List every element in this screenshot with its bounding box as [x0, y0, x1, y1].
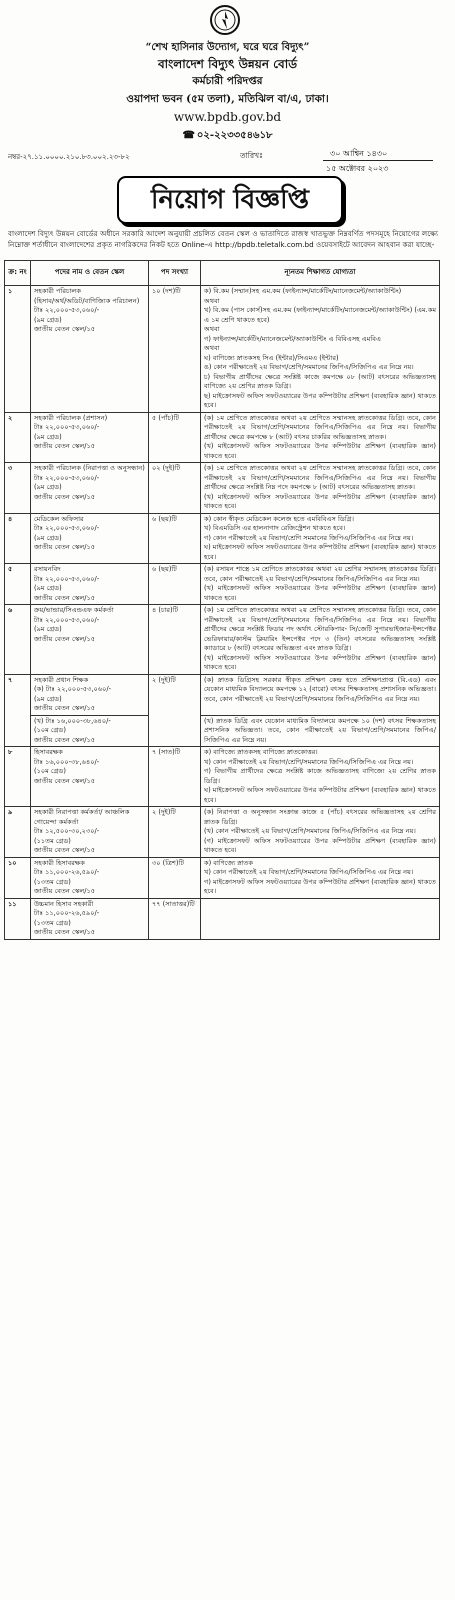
row-post-cell — [31, 747, 149, 807]
row-post-cell — [31, 564, 149, 605]
row-serial: ৬ — [5, 605, 31, 675]
col-header-serial: ক্র: নং — [5, 261, 31, 286]
qualification-item: খ) বিএমডিসি এর হালনাগাদ রেজিস্ট্রেশন থাকতে হবে। — [204, 524, 346, 532]
vacancy-table — [4, 260, 440, 940]
post-line: (ক) টাঃ ২২,০০০-৫৩,০৬০/- — [34, 685, 112, 693]
row-post-count: ৬ (ছয়)টি — [149, 564, 201, 605]
post-line: জাতীয় বেতন স্কেল/১৫ — [34, 634, 96, 643]
qualification-item: ক) বাণিজ্যে স্নাতকসহ বাণিজ্যে স্নাতকোত্তর। — [204, 748, 318, 756]
row-qualification-cell — [201, 463, 440, 514]
row-serial: ১ — [5, 286, 31, 413]
qualification-item: (ক) ১ম শ্রেণিতে স্নাতকোত্তর অথবা ২য় শ্রেণিতে সম্মানসহ স্নাতকোত্তর ডিগ্রি। তবে, কোন পরীক্ষাতেই ২য় বিভাগ/শ্রেণি/সমমানের জিপিএ/সিজিপিএ এর নিম্নে নয়। বিভাগীয় প্রার্থীদের ক্ষেত্রে সংশ্লিষ্ট নিম্ন পদে কমপক্ষে ৮ (আট) বৎসরের অভিজ্ঞতাসহ স্নাতক। — [204, 464, 436, 491]
table-row — [5, 463, 440, 514]
post-line: জাতীয় বেতন স্কেল/১৫ — [34, 492, 96, 501]
post-line: (হিসাব/অর্থ/অডিট/বাণিজ্যিক পরিচালন) — [34, 296, 140, 305]
qualification-item: খ) কোন পরীক্ষাতেই ২য় বিভাগ/শ্রেণি/সমমানের জিপিএ/সিজিপিএ এর নিম্নে নয়। — [204, 868, 414, 876]
row-post-count: ৩০ (ত্রিশ)টি — [149, 857, 201, 898]
qualification-item: গ) কোন পরীক্ষাতেই ২য় বিভাগ/শ্রেণি সমমানের জিপিএ/সিজিপিএ এর নিম্নে নয়। — [204, 533, 414, 542]
post-line: সহকারী পরিচালক — [34, 287, 81, 295]
row-post-cell — [31, 513, 149, 564]
table-row — [5, 605, 440, 675]
qualification-item: খ) বি.কম (পাস কোর্স)সহ এম.কম (ফাইন্যান্স/মার্কেটিং/ম্যানেজমেন্ট/অ্যাকাউন্টিং) (এম.কম এ ১ম শ্রেণি থাকতে হবে) — [204, 306, 436, 324]
qualification-item: অথবা — [204, 296, 220, 305]
table-row — [5, 674, 440, 715]
post-line: সহকারী পরিচালক (প্রশাসন) — [34, 413, 108, 422]
post-line: সহকারী পরিচালক (নিরাপত্তা ও অনুসন্ধান) — [34, 464, 145, 472]
table-body — [5, 286, 440, 940]
department-name: কর্মচারী পরিদপ্তর — [192, 75, 263, 87]
table-row — [5, 412, 440, 463]
row-serial: ৭ — [5, 674, 31, 747]
post-line: (১০ম গ্রেড) — [34, 726, 66, 734]
post-line: টাঃ ২২,০০০-৫৩,০৬০/- — [34, 306, 100, 314]
table-row — [5, 513, 440, 564]
qualification-item: (খ) মাইক্রোসফট অফিস সফটওয়্যারের উপর কম্পিউটার প্রশিক্ষণ (ব্যবহারিক জ্ঞান) থাকতে হবে। — [204, 584, 436, 602]
date-divider — [323, 160, 433, 161]
post-line: (৯ম গ্রেড) — [34, 432, 62, 441]
table-row — [5, 564, 440, 605]
row-serial: ৫ — [5, 564, 31, 605]
row-qualification-cell — [201, 674, 440, 715]
intro-paragraph: বাংলাদেশ বিদ্যুৎ উন্নয়ন বোর্ডের অধীনে সরকারি আদেশ অনুযায়ী প্রচলিত বেতন স্কেল ও ভাতাদিতে রাজস্ব খাতভুক্ত নিম্নবর্ণিত পদসমূহে নিয়োগের লক্ষ্যে নিম্নোক্ত শর্তাধীনে বাংলাদেশের প্রকৃত নাগরিকদের নিকট হতে Online-এ http://bpdb.teletalk.com.bd ওয়েবসাইটে আবেদন আহবান করা যাচ্ছে- — [8, 229, 438, 249]
qualification-item: (খ) মাইক্রোসফট অফিস সফটওয়্যারের উপর কম্পিউটার প্রশিক্ষণ (ব্যবহারিক জ্ঞান) থাকতে হবে। — [204, 442, 436, 460]
post-line: জাতীয় বেতন স্কেল/১৫ — [34, 704, 96, 712]
row-post-count: ২ (দুই)টি — [149, 674, 201, 747]
row-post-cell — [31, 605, 149, 675]
row-qualification-cell — [201, 605, 440, 675]
qualification-item: চ) বিভাগীয় প্রার্থীদের ক্ষেত্রে সংশ্লিষ্ট কাজে কমপক্ষে ০৮ (আট) বৎসরের অভিজ্ঞতাসহ বাণিজ্যে ২য় শ্রেণির স্নাতক ডিগ্রি। — [204, 372, 436, 390]
qualification-item: ক) বাণিজ্যে স্নাতক — [204, 858, 253, 867]
memo-number: নম্বর-২৭.১১.০০০০.২১০.৮৩.০০২.২৩-৮২ — [8, 153, 130, 161]
post-line: (১৩তম গ্রেড) — [34, 877, 71, 886]
row-qualification-cell — [201, 857, 440, 898]
row-qualification-cell — [201, 898, 440, 939]
row-serial: ৪ — [5, 513, 31, 564]
qualification-item: (খ) মাইক্রোসফট অফিস সফটওয়্যারের উপর কম্পিউটার প্রশিক্ষণ (ব্যবহারিক জ্ঞান) থাকতে হবে। — [204, 653, 436, 671]
table-header-row — [5, 261, 440, 286]
row-post-cell — [31, 807, 149, 858]
qualification-item: খ) কোন পরীক্ষাতেই ২য় বিভাগ/শ্রেণি/সমমানের জিপিএ/সিজিপিএ এর নিম্নে নয়। — [204, 757, 414, 766]
row-post-count: ১০ (দশ)টি — [149, 286, 201, 413]
row-post-count: ৫ (পাঁচ)টি — [149, 412, 201, 463]
row-post-cell — [31, 463, 149, 514]
post-line: টাঃ ১১,০০০-২৬,৫৯০/- — [34, 868, 100, 876]
qualification-item: (খ) স্নাতক ডিগ্রি এবং যেকোন মাধ্যমিক বিদ্যালয়ে কমপক্ষে ১০ (দশ) বৎসর শিক্ষকতাসহ প্রশাসনিক অভিজ্ঞতা। তবে, কোন পরীক্ষাতেই ২য় বিভাগ/শ্রেণি/সমমানের জিপিএ/সিজিপিএ এর নিম্নে নয়। — [204, 716, 436, 744]
row-qualification-cell — [201, 564, 440, 605]
post-line: (১৩তম গ্রেড) — [34, 918, 71, 927]
post-line: হিসাবরক্ষক — [34, 748, 63, 756]
post-line: (৯ম গ্রেড) — [34, 625, 62, 633]
post-line: টাঃ ২২,০০০-৫৩,০৬০/- — [34, 574, 100, 583]
row-post-count: ২ (দুই)টি — [149, 807, 201, 858]
post-line: সহকারী হিসাবরক্ষক — [34, 858, 85, 867]
post-line: রসায়নবিদ — [34, 565, 61, 573]
qualification-item: ক) বি.কম (সম্মান)সহ এম.কম (ফাইন্যান্স/মার্কেটিং/ম্যানেজমেন্ট/অ্যাকাউন্টিং) — [204, 287, 402, 295]
table-row — [5, 747, 440, 807]
row-post-count: ৬ (ছয়)টি — [149, 513, 201, 564]
post-line: টাঃ ১১,০০০-২৬,৫৯০/- — [34, 909, 100, 917]
bpdb-logo — [209, 4, 241, 36]
row-post-count: ৪ (চার)টি — [149, 605, 201, 675]
row-qualification-cell — [201, 286, 440, 413]
phone-icon: ☎ — [182, 130, 195, 141]
post-line: (৯ম গ্রেড) — [34, 533, 62, 542]
phone-number: ০২-২২৩৩৫৪৬১৮ — [196, 130, 273, 141]
date-english: ১৫ অক্টোবর ২০২৩ — [326, 164, 389, 173]
qualification-item: (ক) স্নাতক ডিগ্রিসহ সরকার স্বীকৃত প্রশিক্ষণ কেন্দ্র হতে প্রশিক্ষণপ্রাপ্ত (বি.এড) এবং যেকোন মাধ্যমিক বিদ্যালয়ে কমপক্ষে ১২ (বারো) বৎসর শিক্ষকতাসহ প্রশাসনিক অভিজ্ঞতা। তবে, কোন পরীক্ষাতেই ২য় বিভাগ/শ্রেণি/সমমানের জিপিএ/সিজিপিএ এর নিম্নে নয়। — [204, 675, 436, 703]
post-line: সহকারী নিরাপত্তা কর্মকর্তা/ আঞ্চলিক গোয়েন্দা কর্মকর্তা — [34, 808, 130, 826]
post-line: (৯ম গ্রেড) — [34, 584, 62, 592]
row-qualification-cell — [201, 807, 440, 858]
row-serial: ১১ — [5, 898, 31, 939]
post-line: উচ্চমান হিসাব সহকারী — [34, 899, 94, 908]
row-serial: ১০ — [5, 857, 31, 898]
row-post-cell — [31, 674, 149, 715]
post-line: টাঃ ২২,০০০-৫৩,০৬০/- — [34, 615, 100, 624]
post-line: জাতীয় বেতন স্কেল/১৫ — [34, 846, 96, 854]
post-line: টাঃ ২২,০০০-৫৩,০৬০/- — [34, 524, 100, 532]
post-line: জাতীয় বেতন স্কেল/১৫ — [34, 442, 96, 450]
col-header-qualification: ন্যূনতম শিক্ষাগত যোগ্যতা — [201, 261, 440, 286]
date-bangla: ৩০ আশ্বিন ১৪৩০ — [330, 149, 388, 158]
row-qualification-cell — [201, 715, 440, 747]
row-post-cell — [31, 898, 149, 939]
table-row — [5, 857, 440, 898]
post-line: ক্রয়/ভান্ডার/সিএন্ডএফ কর্মকর্তা — [34, 606, 114, 614]
col-header-count: পদ সংখ্যা — [149, 261, 201, 286]
phone-line — [0, 128, 455, 145]
post-line: জাতীয় বেতন স্কেল/১৫ — [34, 887, 96, 895]
table-row — [5, 715, 440, 747]
date-label: তারিখঃ — [240, 151, 263, 160]
post-line: (১০ম গ্রেড) — [34, 767, 66, 775]
qualification-item: ঘ) মাইক্রোসফট অফিস সফটওয়্যারের উপর কম্পিউটার প্রশিক্ষণ (ব্যবহারিক জ্ঞান) থাকতে হবে। — [204, 543, 436, 561]
qualification-item: গ) ফাইন্যান্স/মার্কেটিং/ম্যানেজমেন্ট/অ্যাকাউন্টিং এ বিবিএসহ এমবিএ — [204, 334, 381, 343]
notice-title-banner — [117, 176, 343, 224]
post-line: মেডিকেল অফিসার — [34, 514, 84, 523]
row-serial: ২ — [5, 412, 31, 463]
post-line: (৯ম গ্রেড) — [34, 315, 62, 324]
table-row — [5, 286, 440, 413]
row-qualification-cell — [201, 747, 440, 807]
row-serial: ৯ — [5, 807, 31, 858]
row-qualification-cell — [201, 513, 440, 564]
notice-title: নিয়োগ বিজ্ঞপ্তি — [151, 185, 309, 215]
qualification-item: ক) কোন স্বীকৃত মেডিকেল কলেজ হতে এমবিবিএস ডিগ্রি। — [204, 514, 354, 523]
table-row — [5, 898, 440, 939]
qualification-item: ঙ) কোন পরীক্ষাতেই ২য় বিভাগ/শ্রেণি/সমমানের জিপিএ/সিজিপিএ এর নিম্নে নয়। — [204, 363, 414, 371]
post-line: (খ) টাঃ ১৬,০০০-৩৮,৬৪০/- — [34, 716, 111, 725]
post-line: জাতীয় বেতন স্কেল/১৫ — [34, 593, 96, 602]
qualification-item: (গ) মাইক্রোসফট অফিস সফটওয়্যারের উপর কম্পিউটার প্রশিক্ষণ (ব্যবহারিক জ্ঞান) থাকতে হবে। — [204, 836, 436, 854]
post-line: সহকারী প্রধান শিক্ষক — [34, 675, 89, 684]
qualification-item: (খ) কোন পরীক্ষাতেই ২য় বিভাগ/শ্রেণি/সমমানের জিপিএ/সিজিপিএ এর নিম্নে নয়। — [204, 827, 416, 835]
slogan: “শেখ হাসিনার উদ্যোগ, ঘরে ঘরে বিদ্যুৎ” — [145, 42, 310, 53]
row-serial: ৩ — [5, 463, 31, 514]
qualification-item: (ক) ১ম শ্রেণিতে স্নাতকোত্তর অথবা ২য় শ্রেণিতে সম্মানসহ স্নাতকোত্তর ডিগ্রি। তবে, কোন পরীক্ষাতেই ২য় বিভাগ/শ্রেণি/সমমানের জিপিএ/সিজিপিএ এর নিম্নে নয়। বিভাগীয় প্রার্থীদের ক্ষেত্রে কমপক্ষে ৮ (আট) বৎসর চাকরির অভিজ্ঞতাসহ স্নাতক। — [204, 413, 436, 441]
qualification-item: গ) বিভাগীয় প্রার্থীদের ক্ষেত্রে সংশ্লিষ্ট কাজে অভিজ্ঞতাসহ বাণিজ্যে ২য় শ্রেণির স্নাতক ডিগ্রি। — [204, 767, 436, 785]
table-row — [5, 807, 440, 858]
qualification-item: অথবা — [204, 344, 220, 352]
post-line: (৯ম গ্রেড) — [34, 694, 62, 703]
row-post-count: ৭ (সাত)টি — [149, 747, 201, 807]
qualification-item: গ) মাইক্রোসফট অফিস সফটওয়্যারের উপর কম্পিউটার প্রশিক্ষণ (ব্যবহারিক জ্ঞান) থাকতে হবে। — [204, 877, 436, 895]
col-header-post: পদের নাম ও বেতন স্কেল — [31, 261, 149, 286]
post-line: (৯ম গ্রেড) — [34, 483, 62, 491]
row-post-cell — [31, 857, 149, 898]
row-serial: ৮ — [5, 747, 31, 807]
organization-name: বাংলাদেশ বিদ্যুৎ উন্নয়ন বোর্ড — [157, 57, 298, 71]
qualification-item: (ক) ১ম শ্রেণিতে স্নাতকোত্তর অথবা ২য় শ্রেণিতে সম্মানসহ স্নাতকোত্তর ডিগ্রি। তবে, কোন পরীক্ষাতেই ২য় বিভাগ/শ্রেণি/সমমানের জিপিএ/সিজিপিএ এর নিম্নে নয়। বিভাগীয় প্রার্থীদের ক্ষেত্রে সংশ্লিষ্ট ফিডার পদ অর্থাৎ স্টোরকিপার- সি/জেটি সুপারভাইজার-ইন্সপেক্টর ভেরিফায়ার/কাস্টম ক্লিয়ারিং ইন্সপেক্টর পদে ৩ (তিন) বৎসরের অভিজ্ঞতাসহ সংশ্লিষ্ট ক্যাডারে ৮ (আট) বৎসরের অভিজ্ঞতা এবং স্নাতক ডিগ্রি। — [204, 606, 436, 652]
row-post-cell — [31, 286, 149, 413]
qualification-item: (ক) রসায়ন শাস্ত্রে ১ম শ্রেণিতে স্নাতকোত্তর অথবা ২য় শ্রেণির সম্মানসহ স্নাতকোত্তর ডিগ্রি। তবে, কোন পরীক্ষাতেই ২য় বিভাগ/শ্রেণি/সমমানের জিপিএ/সিজিপিএ এর নিম্নে নয়। — [204, 565, 436, 583]
office-address: ওয়াপদা ভবন (৫ম তলা), মতিঝিল বা/এ, ঢাকা। — [126, 93, 329, 105]
qualification-item: ছ) মাইক্রোসফট অফিস সফটওয়্যারের উপর কম্পিউটার প্রশিক্ষণ (ব্যবহারিক জ্ঞান) থাকতে হবে। — [204, 391, 436, 409]
qualification-item: (ক) নিরাপত্তা ও অনুসন্ধান সংক্রান্ত কাজে ৫ (পাঁচ) বৎসরের অভিজ্ঞতাসহ ২য় শ্রেণির স্নাতক ডিগ্রি। — [204, 808, 436, 826]
row-post-count: ৭৭ (সাতাত্তর)টি — [149, 898, 201, 939]
post-line: জাতীয় বেতন স্কেল/১৫ — [34, 325, 96, 333]
qualification-item: অথবা — [204, 325, 220, 333]
post-line: (১১তম গ্রেড) — [34, 836, 71, 845]
qualification-item: ঘ) বাণিজ্যে স্নাতকসহ সিএ (ইন্টার)/সিএমএ (ইন্টার) — [204, 353, 339, 362]
qualification-item: ঘ) মাইক্রোসফট অফিস সফটওয়্যারের উপর কম্পিউটার প্রশিক্ষণ (ব্যবহারিক জ্ঞান) থাকতে হবে। — [204, 786, 436, 804]
post-line: টাঃ ১২,৫০০-৩০,২৩০/- — [34, 827, 100, 835]
row-post-cell — [31, 715, 149, 747]
post-line: টাঃ ২২,০০০-৫৩,০৬০/- — [34, 423, 100, 431]
post-line: টাঃ ২২,০০০-৫৩,০৬০/- — [34, 473, 100, 482]
post-line: জাতীয় বেতন স্কেল/১৫ — [34, 735, 96, 744]
website: www.bpdb.gov.bd — [173, 110, 282, 124]
post-line: জাতীয় বেতন স্কেল/১৫ — [34, 928, 96, 936]
qualification-item: (খ) মাইক্রোসফট অফিস সফটওয়্যারের উপর কম্পিউটার প্রশিক্ষণ (ব্যবহারিক জ্ঞান) থাকতে হবে। — [204, 492, 436, 510]
row-post-cell — [31, 412, 149, 463]
row-qualification-cell — [201, 412, 440, 463]
post-line: জাতীয় বেতন স্কেল/১৫ — [34, 543, 96, 551]
post-line: জাতীয় বেতন স্কেল/১৫ — [34, 776, 96, 785]
post-line: টাঃ ১৬,০০০-৩৮,৬৪০/- — [34, 757, 100, 766]
row-post-count: ০২ (দুই)টি — [149, 463, 201, 514]
